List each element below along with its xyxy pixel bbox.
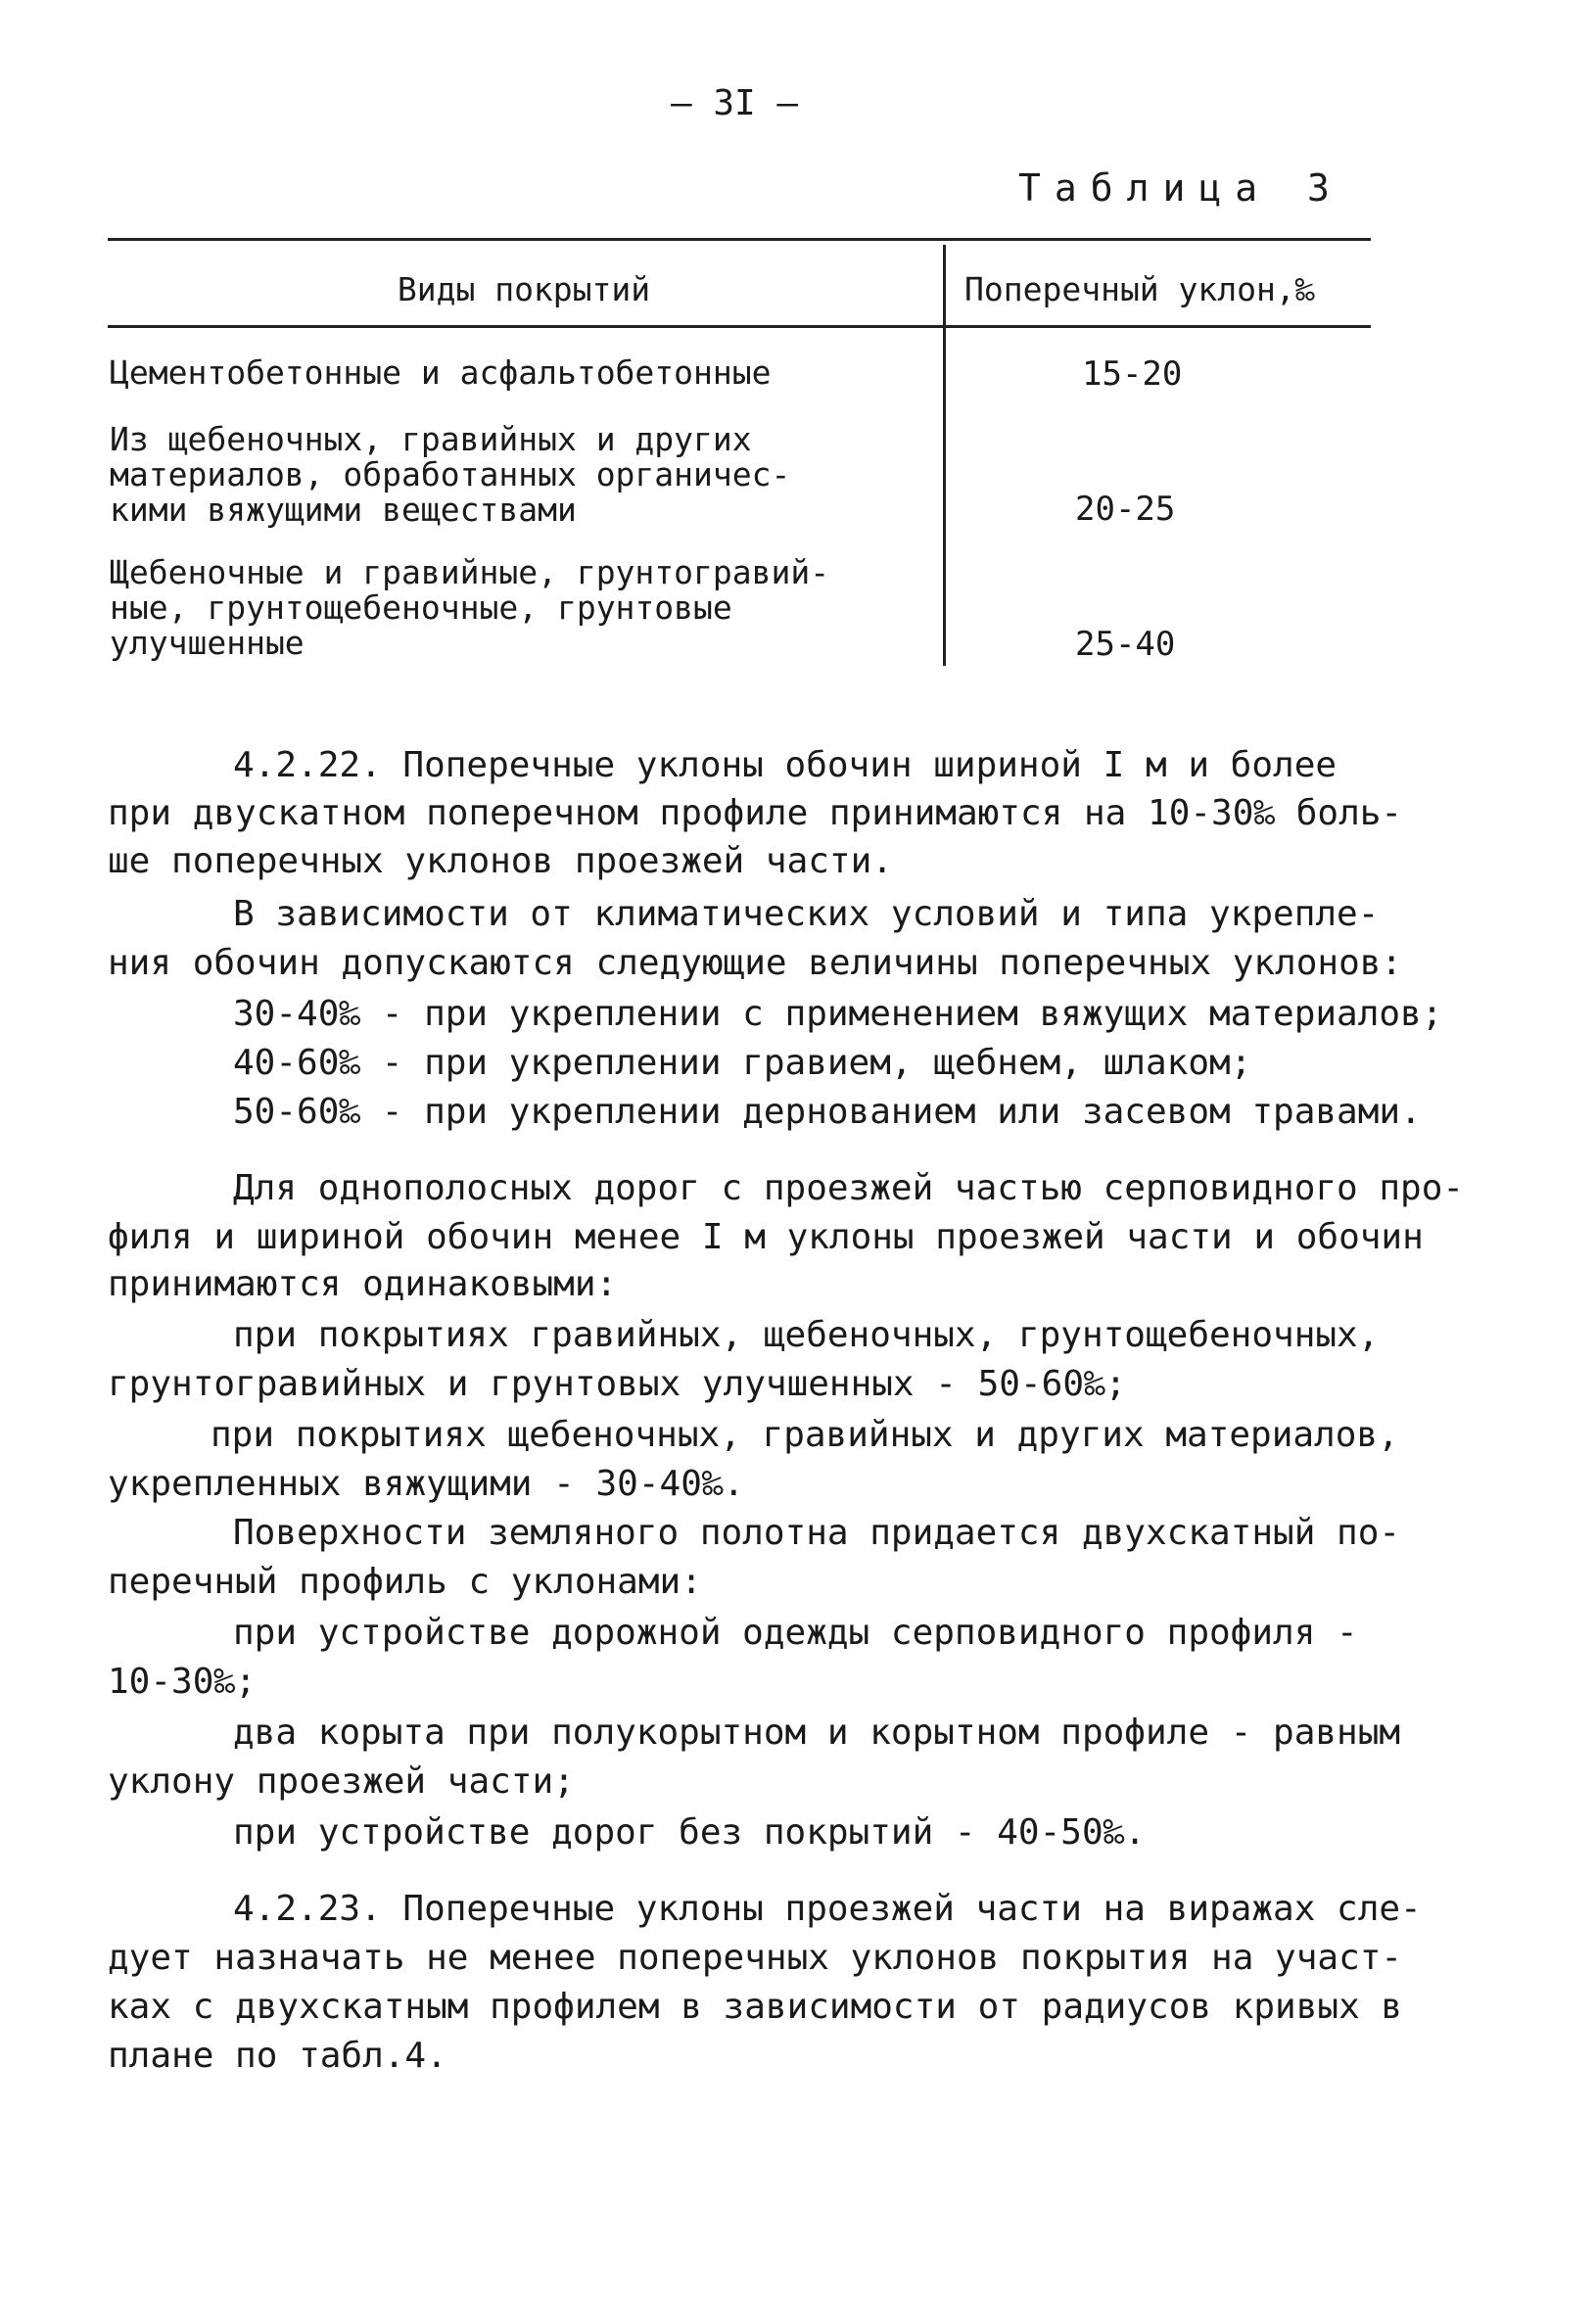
page-number: — 3I —	[670, 83, 799, 123]
list-item: при устройстве дорог без покрытий - 40-50‰.	[233, 1812, 1146, 1853]
table-top-rule	[108, 238, 1371, 241]
paragraph-line: Поверхности земляного полотна придается двухскатный по-	[233, 1513, 1401, 1553]
table-header-type: Виды покрытий	[397, 270, 651, 308]
paragraph-line: филя и шириной обочин менее I м уклоны проезжей части и обочин	[108, 1217, 1424, 1257]
paragraph-line: при двускатном поперечном профиле принимаются на 10-30‰ боль-	[108, 793, 1403, 833]
table-caption: Таблица 3	[1018, 166, 1343, 210]
paragraph-line: В зависимости от климатических условий и типа укрепле-	[233, 894, 1380, 934]
paragraph-line: укрепленных вяжущими - 30-40‰.	[108, 1464, 745, 1504]
table-cell-type: материалов, обработанных органичес-	[110, 455, 791, 493]
table-cell-slope: 15-20	[1082, 354, 1183, 394]
paragraph-line: при покрытиях гравийных, щебеночных, грунтощебеночных,	[233, 1315, 1380, 1355]
list-item: два корыта при полукорытном и корытном профиле - равным	[233, 1713, 1401, 1753]
table-header-rule	[108, 325, 1371, 328]
list-item: 40-60‰ - при укреплении гравием, щебнем, шлаком;	[233, 1043, 1252, 1083]
paragraph-line: дует назначать не менее поперечных уклонов покрытия на участ-	[108, 1938, 1403, 1978]
list-item: 50-60‰ - при укреплении дернованием или засевом травами.	[233, 1092, 1422, 1132]
paragraph-line: при покрытиях щебеночных, гравийных и других материалов,	[211, 1415, 1399, 1455]
paragraph-line: плане по табл.4.	[108, 2036, 447, 2076]
table-column-divider	[943, 245, 946, 666]
table-cell-type: кими вяжущими веществами	[110, 491, 577, 529]
table-cell-slope: 25-40	[1075, 625, 1176, 664]
paragraph-line: ках с двухскатным профилем в зависимости от радиусов кривых в	[108, 1987, 1403, 2027]
paragraph-line: 4.2.22. Поперечные уклоны обочин шириной I м и более	[233, 745, 1338, 785]
paragraph-line: ше поперечных уклонов проезжей части.	[108, 841, 893, 881]
table-cell-slope: 20-25	[1075, 490, 1176, 529]
table-cell-type: Щебеночные и гравийные, грунтогравий-	[110, 553, 830, 591]
list-item: 10-30‰;	[108, 1662, 257, 1702]
paragraph-line: 4.2.23. Поперечные уклоны проезжей части на виражах сле-	[233, 1889, 1422, 1929]
table-cell-type: Из щебеночных, гравийных и других	[110, 420, 752, 458]
paragraph-line: принимаются одинаковыми:	[108, 1264, 618, 1304]
paragraph-line: Для однополосных дорог с проезжей частью серповидного про-	[233, 1168, 1465, 1208]
paragraph-line: перечный профиль с уклонами:	[108, 1562, 702, 1602]
table-header-slope: Поперечный уклон,‰	[964, 270, 1315, 308]
paragraph-line: грунтогравийных и грунтовых улучшенных - 50-60‰;	[108, 1364, 1127, 1404]
table-cell-type: ные, грунтощебеночные, грунтовые	[110, 588, 732, 627]
table-cell-type: улучшенные	[110, 624, 305, 662]
paragraph-line: ния обочин допускаются следующие величины поперечных уклонов:	[108, 943, 1403, 983]
list-item: уклону проезжей части;	[108, 1761, 575, 1802]
list-item: при устройстве дорожной одежды серповидного профиля -	[233, 1613, 1358, 1653]
list-item: 30-40‰ - при укреплении с применением вяжущих материалов;	[233, 994, 1443, 1034]
table-cell-type: Цементобетонные и асфальтобетонные	[110, 353, 772, 392]
